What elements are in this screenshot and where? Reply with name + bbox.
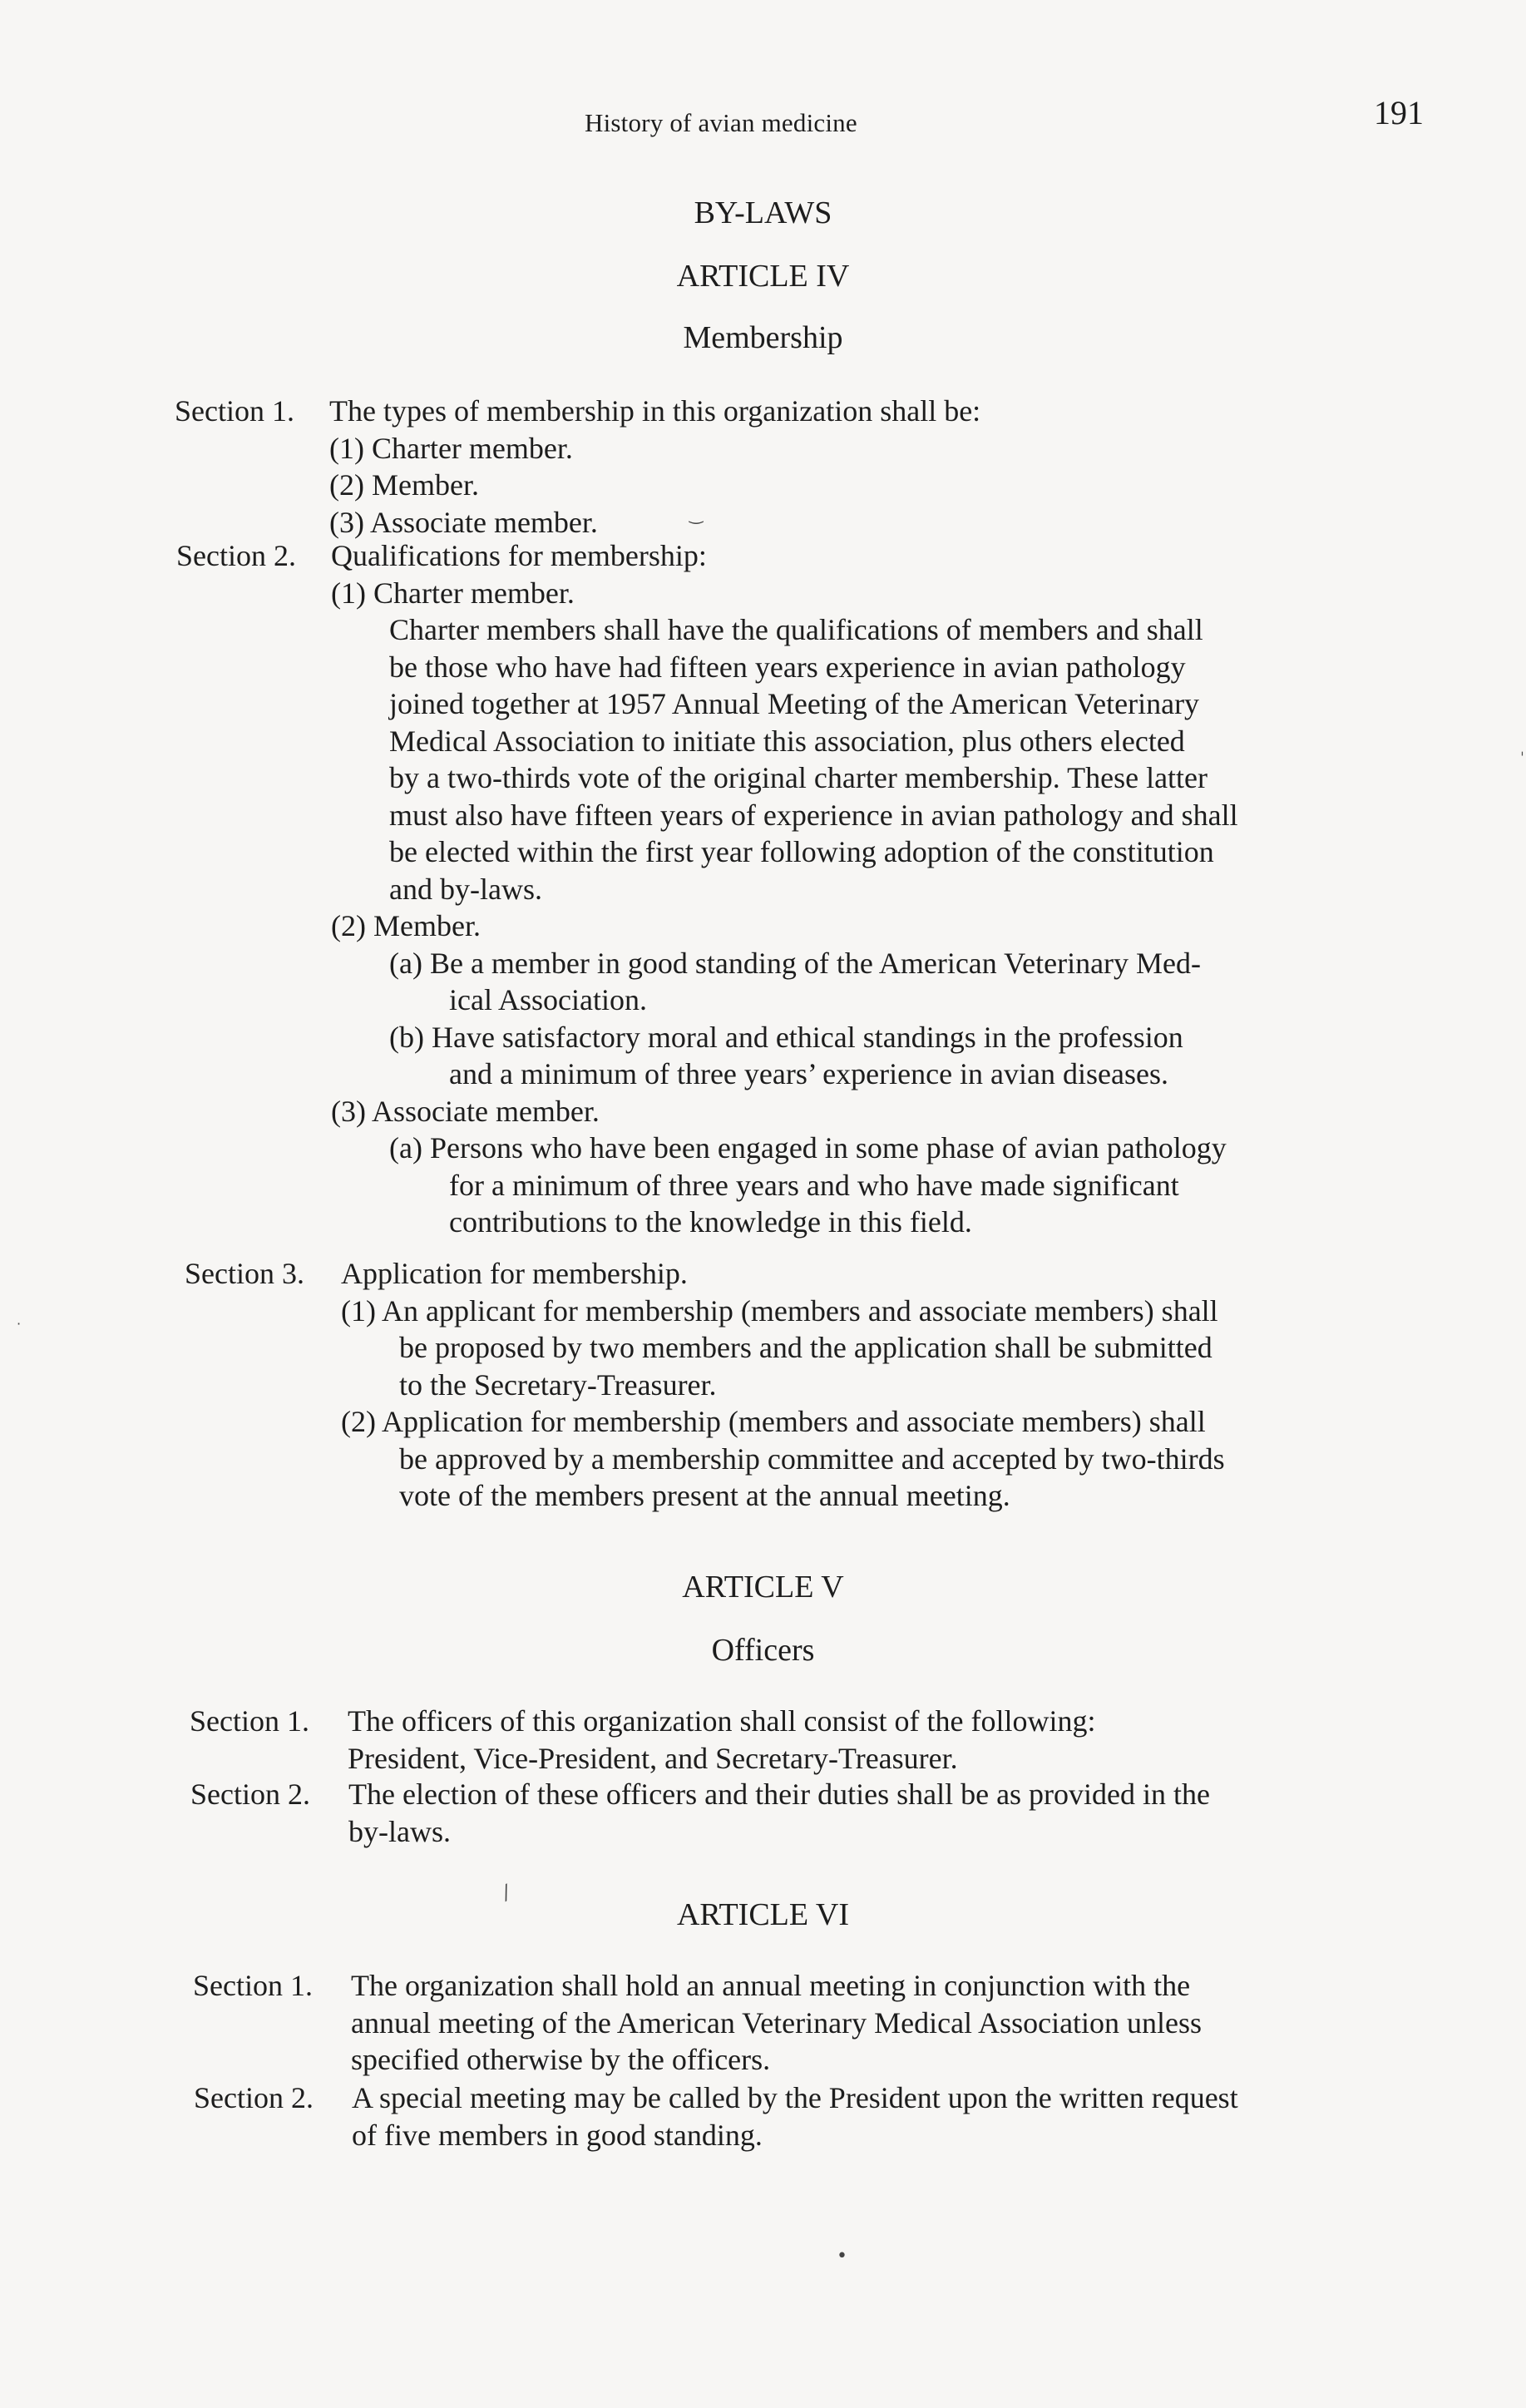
paragraph-line: contributions to the knowledge in this field.: [449, 1205, 972, 1239]
section-line: Qualifications for membership:: [331, 539, 707, 572]
section-body: [351, 1967, 1202, 2079]
scan-artifact-mark: ‿: [689, 504, 704, 524]
scan-artifact-mark: ⁄: [499, 1881, 514, 1905]
paragraph-line: Medical Association to initiate this association, plus others elected: [389, 724, 1185, 758]
article-v-heading: ARTICLE V: [682, 1570, 844, 1605]
list-item: (1) Charter member.: [329, 431, 573, 465]
section-line: President, Vice-President, and Secretary-Treasurer.: [348, 1741, 958, 1775]
paragraph-line: ical Association.: [449, 983, 647, 1016]
section-label: Section 1.: [193, 1969, 313, 2002]
running-header: History of avian medicine: [585, 108, 857, 137]
paragraph-line: must also have fifteen years of experience in avian pathology and shall: [389, 798, 1238, 832]
section-line: The officers of this organization shall consist of the following:: [348, 1704, 1096, 1738]
section-line: annual meeting of the American Veterinary Medical Association unless: [351, 2005, 1203, 2040]
section-line: The organization shall hold an annual meeting in conjunction with the: [351, 1969, 1191, 2002]
section-line: specified otherwise by the officers.: [351, 2043, 771, 2076]
section-body: [352, 2079, 1238, 2153]
paragraph-line: be approved by a membership committee and accepted by two-thirds: [399, 1441, 1225, 1476]
paragraph-line: be those who have had fifteen years experience in avian pathology: [389, 650, 1186, 684]
section-label: Section 2.: [190, 1778, 310, 1811]
scan-artifact-mark: ·: [17, 1316, 22, 1332]
paragraph-line: joined together at 1957 Annual Meeting of the American Veterinary: [389, 687, 1200, 720]
section-label: Section 3.: [185, 1257, 304, 1290]
sub-list-item: (b) Have satisfactory moral and ethical standings in the profession: [389, 1020, 1183, 1054]
sub-list-item: (a) Persons who have been engaged in some phase of avian pathology: [389, 1131, 1227, 1164]
section-line: The types of membership in this organization shall be:: [329, 394, 981, 428]
paragraph-line: be elected within the first year following adoption of the constitution: [389, 835, 1214, 868]
paragraph-line: be proposed by two members and the application shall be submitted: [399, 1331, 1212, 1364]
section-body: [348, 1776, 1210, 1850]
list-item: (1) Charter member.: [331, 576, 575, 610]
sub-list-item: (a) Be a member in good standing of the American Veterinary Med-: [389, 946, 1202, 980]
list-item: (3) Associate member.: [331, 1094, 600, 1128]
section-body: [331, 537, 1238, 1241]
section-line: A special meeting may be called by the President upon the written request: [352, 2081, 1238, 2114]
list-item: (3) Associate member.: [329, 505, 598, 539]
section-label: Section 1.: [175, 394, 294, 428]
bylaws-heading: BY-LAWS: [694, 195, 832, 230]
paragraph-line: and by-laws.: [389, 872, 542, 906]
paragraph-line: vote of the members present at the annual meeting.: [399, 1479, 1010, 1512]
officers-subheading: Officers: [711, 1633, 815, 1668]
section-line: of five members in good standing.: [352, 2118, 763, 2152]
section-body: [348, 1703, 1096, 1777]
paragraph-line: for a minimum of three years and who have made significant: [449, 1168, 1179, 1202]
list-item: (2) Member.: [329, 468, 479, 502]
scan-artifact-mark: •: [837, 2246, 847, 2267]
section-line: The election of these officers and their duties shall be as provided in the: [348, 1778, 1211, 1811]
paragraph-line: to the Secretary-Treasurer.: [399, 1367, 717, 1402]
page-number: 191: [1374, 94, 1424, 131]
section-line: Application for membership.: [341, 1257, 688, 1290]
section-body: [329, 393, 980, 541]
section-label: Section 2.: [176, 539, 296, 572]
scan-artifact-mark: ˈ: [1520, 749, 1524, 767]
list-item: (2) Member.: [331, 909, 481, 942]
section-label: Section 2.: [194, 2081, 314, 2114]
article-iv-heading: ARTICLE IV: [676, 259, 850, 294]
paragraph-line: Charter members shall have the qualifications of members and shall: [389, 613, 1203, 646]
list-item: (2) Application for membership (members and associate members) shall: [341, 1405, 1206, 1438]
paragraph-line: and a minimum of three years’ experience in avian diseases.: [449, 1057, 1168, 1090]
section-body: [341, 1255, 1225, 1515]
list-item: (1) An applicant for membership (members and associate members) shall: [341, 1293, 1218, 1328]
article-vi-heading: ARTICLE VI: [676, 1897, 850, 1932]
membership-subheading: Membership: [683, 320, 843, 355]
section-label: Section 1.: [190, 1704, 309, 1738]
section-line: by-laws.: [348, 1814, 451, 1848]
paragraph-line: by a two-thirds vote of the original charter membership. These latter: [389, 761, 1208, 794]
